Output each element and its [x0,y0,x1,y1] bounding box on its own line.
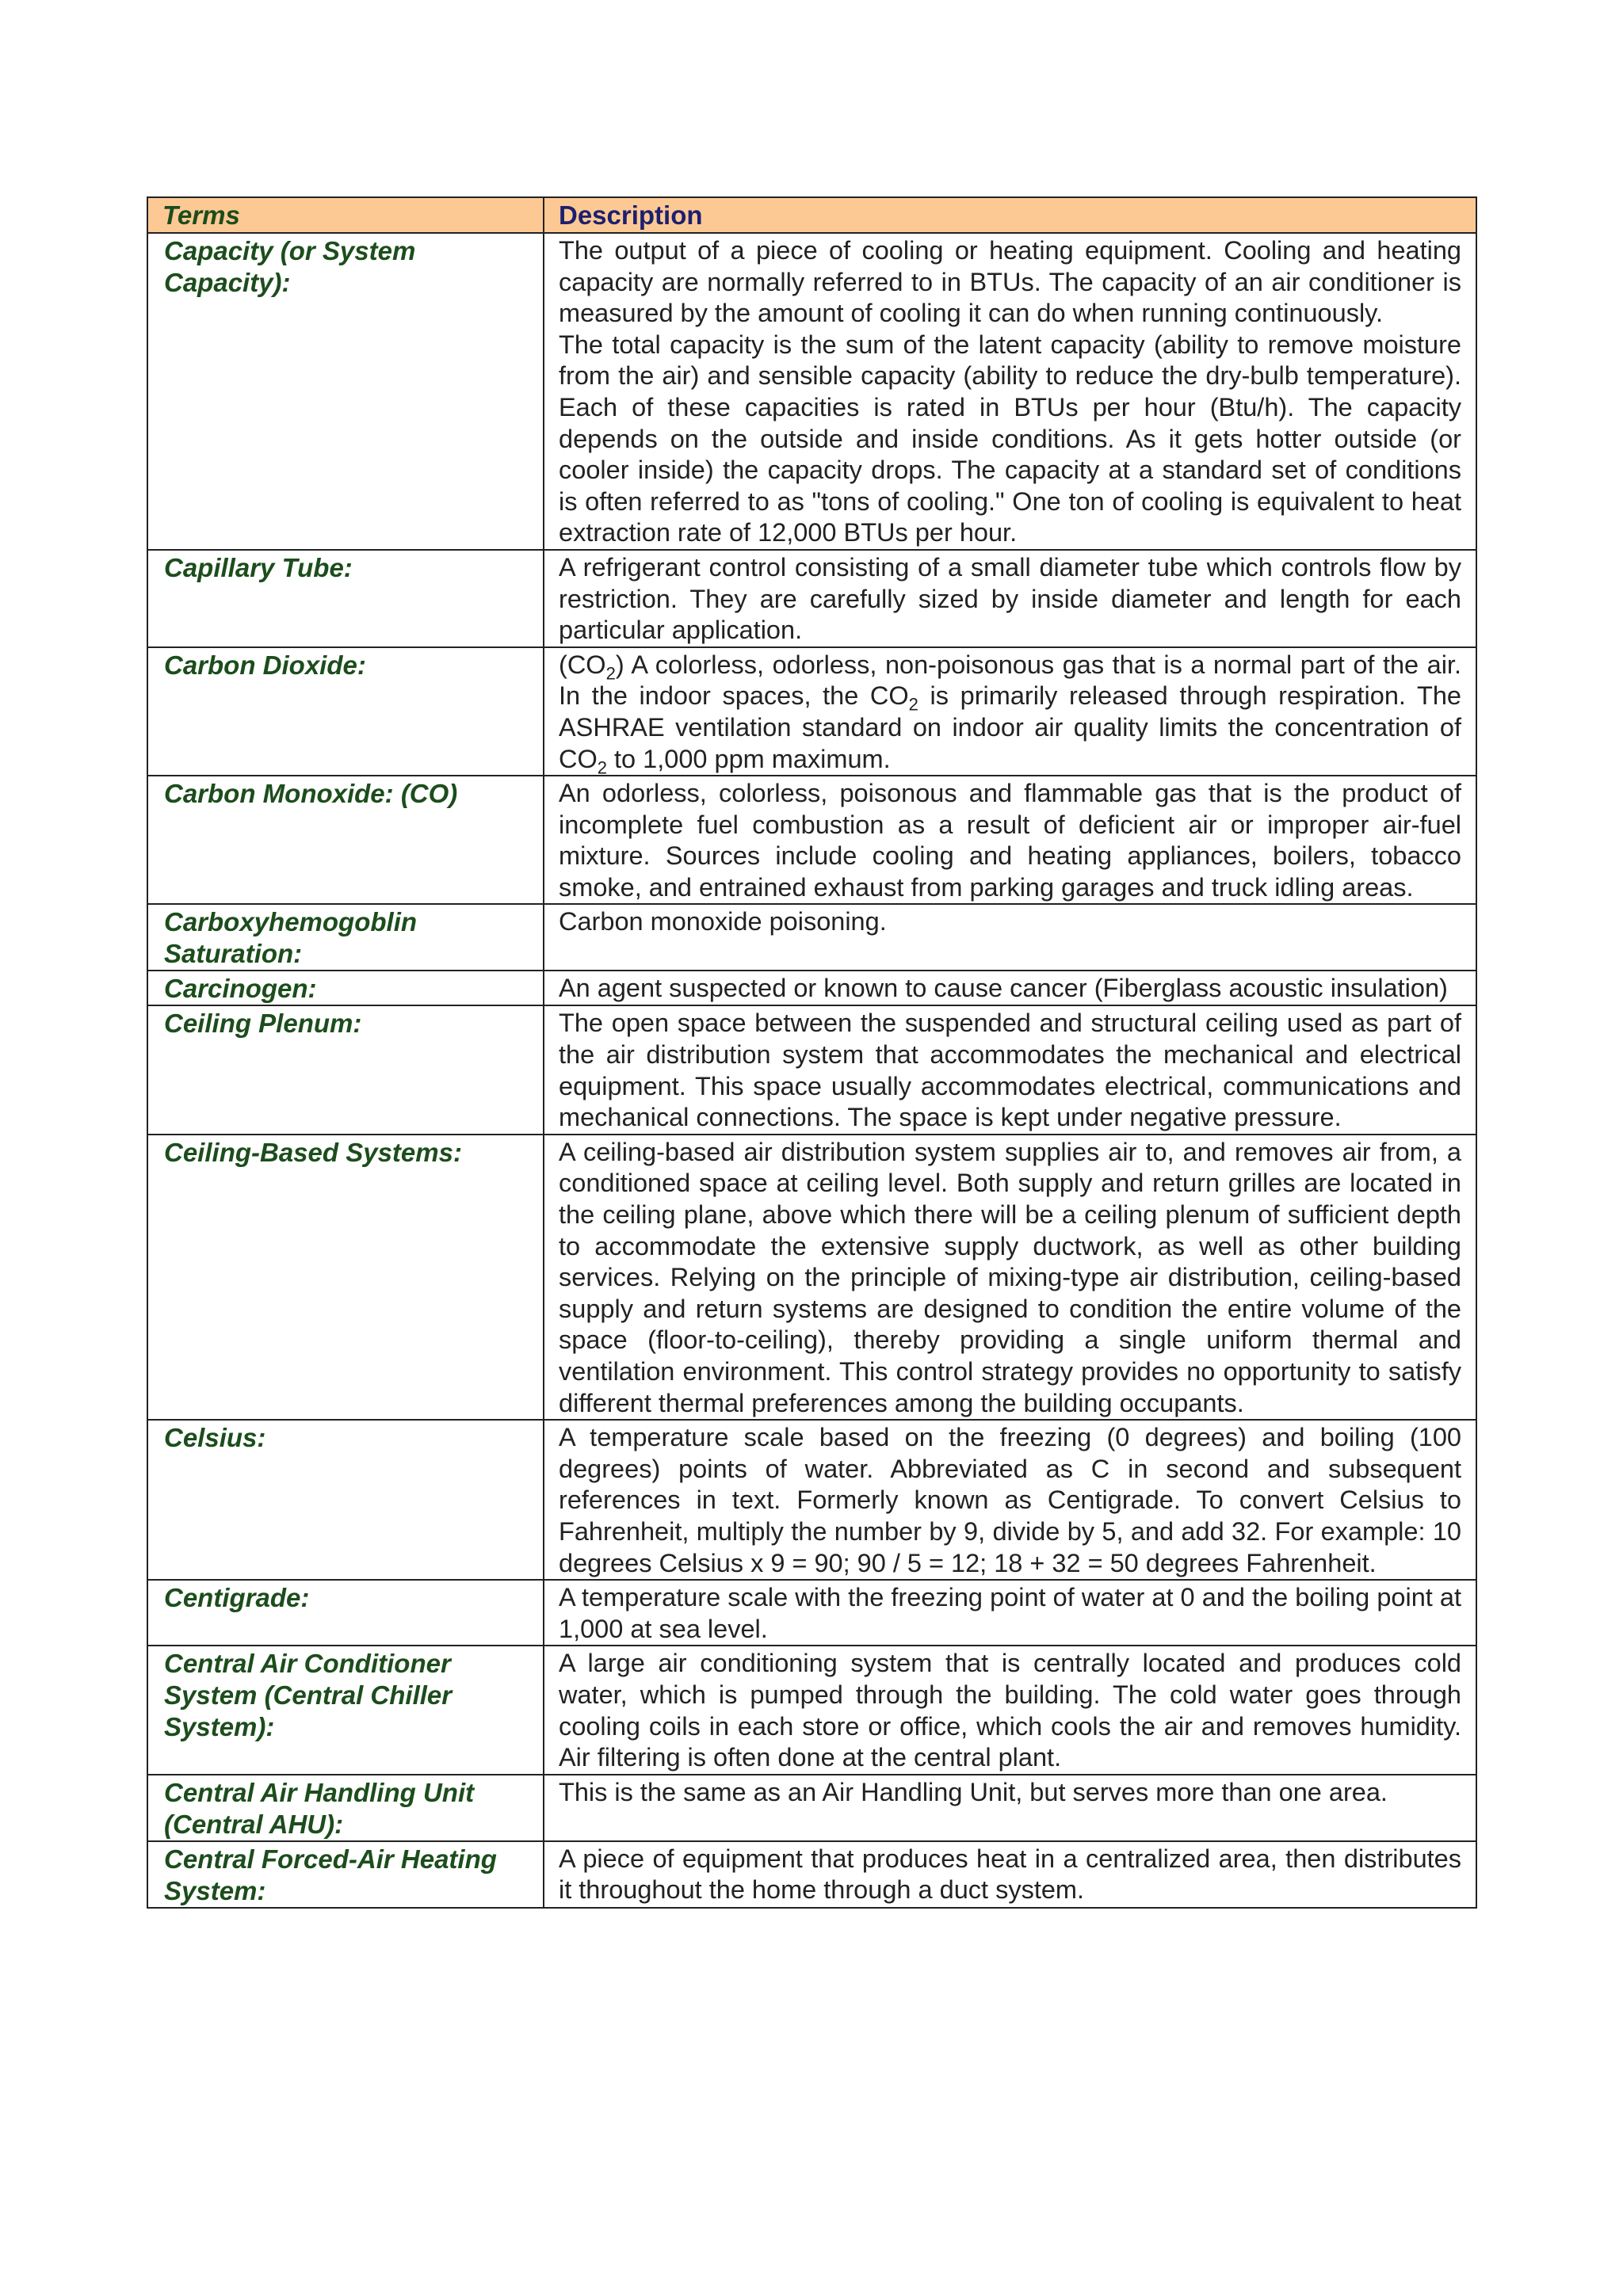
table-row [147,1420,1476,1580]
table-row [147,550,1476,647]
subscript-text: 2 [908,694,918,715]
description-text: Carbon monoxide poisoning. [559,907,887,936]
description-cell [544,550,1476,647]
description-text: A refrigerant control consisting of a small diameter tube which controls flow by restriction. They are carefully sized by inside diameter and length for each particular application. [559,552,1461,645]
table-row [147,1841,1476,1908]
table-row [147,647,1476,776]
description-paragraph [559,973,1461,1005]
description-paragraph [559,650,1461,775]
description-cell [544,647,1476,776]
description-paragraph [559,552,1461,646]
description-cell [544,1420,1476,1580]
term-cell: Centigrade: [147,1580,544,1646]
term-cell: Carbon Dioxide: [147,647,544,776]
description-cell [544,1135,1476,1420]
description-paragraph [559,235,1461,330]
description-paragraph [559,1422,1461,1579]
term-cell: Celsius: [147,1420,544,1580]
description-cell [544,1646,1476,1774]
table-row [147,1775,1476,1841]
header-row [147,197,1476,233]
description-cell [544,1841,1476,1908]
terms-column-header: Terms [147,197,544,233]
subscript-text: 2 [597,757,607,777]
description-cell [544,904,1476,971]
description-text: An agent suspected or known to cause cancer (Fiberglass acoustic insulation) [559,974,1448,1003]
description-text: This is the same as an Air Handling Unit, but serves more than one area. [559,1777,1388,1806]
description-text: A piece of equipment that produces heat in a centralized area, then distributes it throughout the home through a duct system. [559,1844,1461,1905]
table-row [147,1646,1476,1774]
term-cell: Ceiling-Based Systems: [147,1135,544,1420]
description-paragraph [559,330,1461,549]
description-text: The total capacity is the sum of the latent capacity (ability to remove moisture from the air) and sensible capacity (ability to reduce the dry-bulb temperature). Each of these capacities is rated in BTUs per hour (Btu/h). The capacity depends on the outside and inside conditions. As it gets hotter outside (or cooler inside) the capacity drops. The capacity at a standard set of conditions is often referred to as "tons of cooling." One ton of cooling is equivalent to heat extraction rate of 12,000 BTUs per hour. [559,330,1461,547]
description-text: is primarily released through respiration. The ASHRAE ventilation standard on indoor air quality limits the concentration of CO [559,681,1461,773]
table-row [147,904,1476,971]
term-cell: Capillary Tube: [147,550,544,647]
term-cell: Carboxyhemogoblin Saturation: [147,904,544,971]
term-cell: Ceiling Plenum: [147,1005,544,1134]
description-paragraph [559,1137,1461,1419]
description-text: A temperature scale with the freezing point of water at 0 and the boiling point at 1,000 at sea level. [559,1583,1461,1643]
description-paragraph [559,1777,1461,1809]
description-cell [544,1775,1476,1841]
term-cell: Carcinogen: [147,971,544,1005]
description-cell [544,233,1476,550]
description-paragraph [559,778,1461,903]
table-row [147,776,1476,904]
description-text: A temperature scale based on the freezing (0 degrees) and boiling (100 degrees) points of water. Abbreviated as C in second and subsequent references in text. Formerly known as Centigrade. To convert Celsius to Fahrenheit, multiply the number by 9, divide by 5, and add 32. For example: 10 degrees Celsius x 9 = 90; 90 / 5 = 12; 18 + 32 = 50 degrees Fahrenheit. [559,1423,1461,1577]
description-text: to 1,000 ppm maximum. [607,744,891,773]
term-cell: Central Air Handling Unit (Central AHU): [147,1775,544,1841]
description-paragraph [559,1648,1461,1773]
term-cell: Capacity (or System Capacity): [147,233,544,550]
term-cell: Carbon Monoxide: (CO) [147,776,544,904]
description-paragraph [559,1008,1461,1133]
description-paragraph [559,1844,1461,1906]
description-column-header: Description [544,197,1476,233]
glossary-body [147,233,1476,1908]
description-paragraph [559,906,1461,938]
description-cell [544,776,1476,904]
table-row [147,1580,1476,1646]
table-row [147,1005,1476,1134]
description-text: An odorless, colorless, poisonous and flammable gas that is the product of incomplete fuel combustion as a result of deficient air or improper air-fuel mixture. Sources include cooling and heating appliances, boilers, tobacco smoke, and entrained exhaust from parking garages and truck idling areas. [559,779,1461,902]
description-text: The output of a piece of cooling or heating equipment. Cooling and heating capacity are normally referred to in BTUs. The capacity of an air conditioner is measured by the amount of cooling it can do when running continuously. [559,236,1461,328]
description-cell [544,1005,1476,1134]
table-row [147,233,1476,550]
term-cell: Central Air Conditioner System (Central Chiller System): [147,1646,544,1774]
description-text: The open space between the suspended and structural ceiling used as part of the air distribution system that accommodates the mechanical and electrical equipment. This space usually accommodates electrical, communications and mechanical connections. The space is kept under negative pressure. [559,1009,1461,1132]
description-text: A large air conditioning system that is centrally located and produces cold water, which is pumped through the building. The cold water goes through cooling coils in each store or office, which cools the air and removes humidity. Air filtering is often done at the central plant. [559,1649,1461,1772]
term-cell: Central Forced-Air Heating System: [147,1841,544,1908]
description-text: (CO [559,650,606,679]
description-text: ) A colorless, odorless, non-poisonous gas that is a normal part of the air. In the indoor spaces, the CO [559,650,1461,711]
table-row [147,971,1476,1005]
glossary-table [147,196,1477,1909]
table-row [147,1135,1476,1420]
description-paragraph [559,1582,1461,1645]
description-cell [544,971,1476,1005]
subscript-text: 2 [605,663,616,684]
description-text: A ceiling-based air distribution system supplies air to, and removes air from, a conditioned space at ceiling level. Both supply and return grilles are located in the ceiling plane, above which there will be a ceiling plenum of sufficient depth to accommodate the extensive supply ductwork, as well as other building services. Relying on the principle of mixing-type air distribution, ceiling-based supply and return systems are designed to condition the entire volume of the space (floor-to-ceiling), thereby providing a single uniform thermal and ventilation environment. This control strategy provides no opportunity to satisfy different thermal preferences among the building occupants. [559,1137,1461,1417]
description-cell [544,1580,1476,1646]
